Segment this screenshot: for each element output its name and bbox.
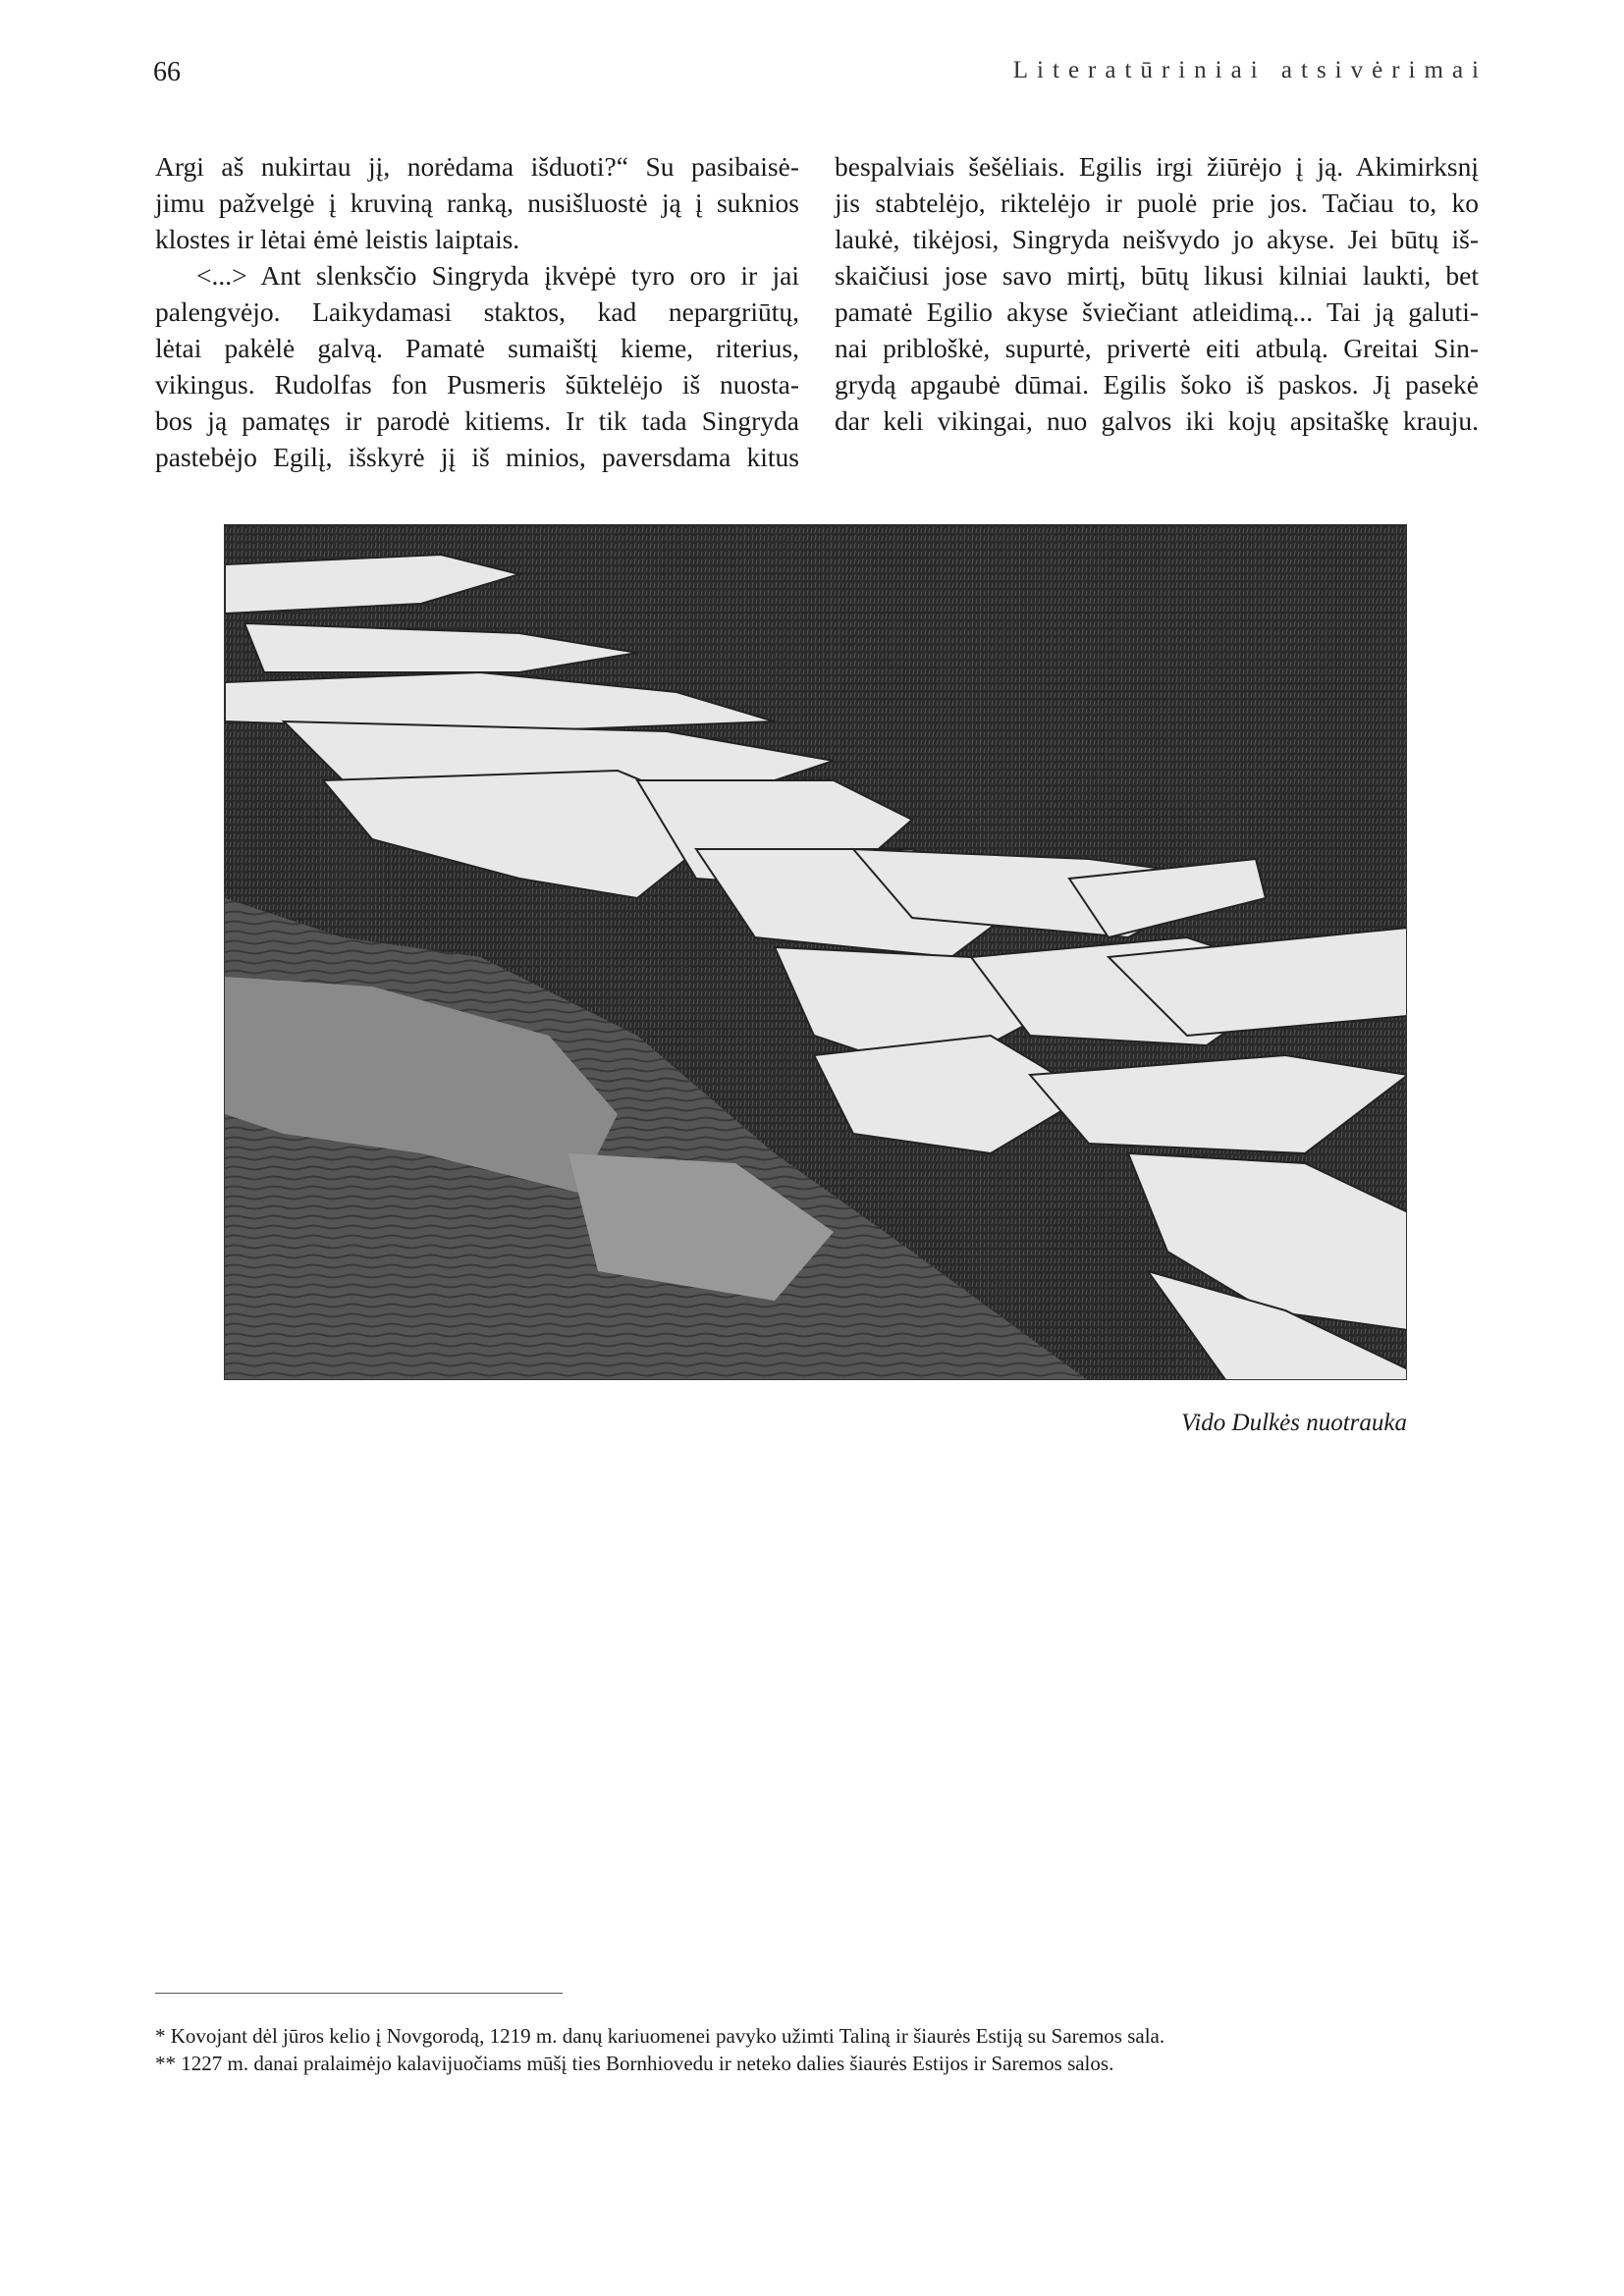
text-line: lėtai pakėlė galvą. Pamatė sumaištį kieme, riterius, bbox=[155, 333, 799, 363]
text-line: pamatė Egilio akyse šviečiant atleidimą... Tai ją galuti- bbox=[835, 296, 1479, 327]
text-line: bos ją pamatęs ir parodė kitiems. Ir tik tada Singryda bbox=[155, 405, 799, 436]
text-line: vikingus. Rudolfas fon Pusmeris šūktelėjo iš nuosta- bbox=[155, 369, 799, 400]
running-title: Literatūriniai atsivėrimai bbox=[1012, 57, 1488, 83]
text-line: skaičiusi jose savo mirtį, būtų likusi kilniai laukti, bet bbox=[835, 260, 1479, 291]
text-line: palengvėjo. Laikydamasi staktos, kad nepargriūtų, bbox=[155, 296, 799, 327]
page-number: 66 bbox=[153, 57, 181, 87]
photo-caption: Vido Dulkės nuotrauka bbox=[1180, 1410, 1407, 1436]
ice-floes-photo bbox=[224, 524, 1407, 1380]
text-line: Argi aš nukirtau jį, norėdama išduoti?“ Su pasibaisė- bbox=[155, 151, 799, 182]
text-line: bespalviais šešėliais. Egilis irgi žiūrėjo į ją. Akimirksnį bbox=[835, 151, 1479, 182]
text-line: dar keli vikingai, nuo galvos iki kojų apsitaškę krauju. bbox=[835, 405, 1479, 436]
text-line: jimu pažvelgė į kruviną ranką, nusišluostė ją į suknios bbox=[155, 187, 799, 218]
footnote: * Kovojant dėl jūros kelio į Novgorodą, 1219 m. danų kariuomenei pavyko užimti Taliną ir šiaurės Estiją su Saremos sala. bbox=[155, 2024, 1165, 2048]
text-line: <...> Ant slenksčio Singryda įkvėpė tyro oro ir jai bbox=[196, 260, 799, 291]
text-line: laukė, tikėjosi, Singryda neišvydo jo akyse. Jei būtų iš- bbox=[835, 224, 1479, 254]
footnote-divider bbox=[155, 1993, 563, 1994]
left-column bbox=[155, 148, 799, 475]
text-line: pastebėjo Egilį, išskyrė jį iš minios, paversdama kitus bbox=[155, 442, 799, 472]
text-line: klostes ir lėtai ėmė leistis laiptais. bbox=[155, 224, 520, 254]
text-line: jis stabtelėjo, riktelėjo ir puolė prie jos. Tačiau to, ko bbox=[835, 187, 1479, 218]
footnote: ** 1227 m. danai pralaimėjo kalavijuočiams mūšį ties Bornhiovedu ir neteko dalies šiaurės Estijos ir Saremos salos. bbox=[155, 2052, 1114, 2075]
text-line: nai pribloškė, supurtė, privertė eiti atbulą. Greitai Sin- bbox=[835, 333, 1479, 363]
photo-image bbox=[225, 525, 1407, 1380]
right-column bbox=[835, 148, 1479, 439]
text-line: grydą apgaubė dūmai. Egilis šoko iš paskos. Jį pasekė bbox=[835, 369, 1479, 400]
